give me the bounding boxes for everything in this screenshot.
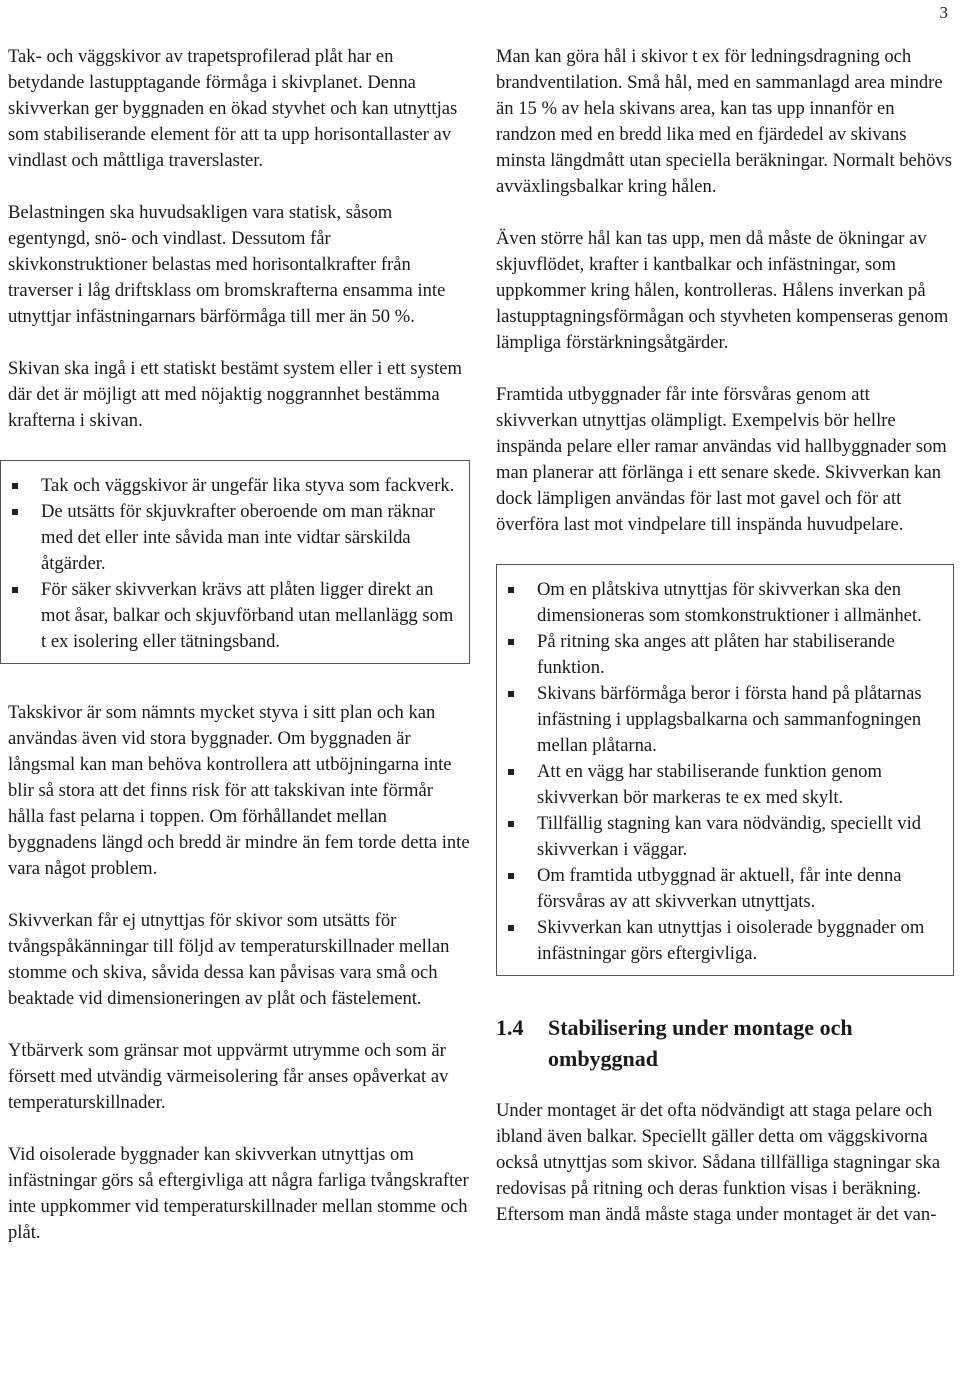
info-box xyxy=(496,564,954,976)
paragraph: Skivverkan får ej utnyttjas för skivor som utsätts för tvångspåkänningar till följd av temperaturskillnader mellan stomme och skiva, såvida dessa kan påvisas vara små och beaktade vid dimensioneringen av plåt och fästelement. xyxy=(8,910,450,1009)
bullet-item: Tak och väggskivor är ungefär lika styva som fackverk. xyxy=(9,473,461,499)
paragraph: Man kan göra hål i skivor t ex för ledningsdragning och brandventilation. Små hål, med en sammanlagd area mindre än 15 % av hela skivans area, kan tas upp innanför en randzon med en bredd lika med en fjärdedel av skivans minsta längdmått utan speciella beräkningar. Normalt behövs avväxlingsbalkar kring hålen. xyxy=(496,46,952,197)
bullet-item: Skivans bärförmåga beror i första hand på plåtarnas infästning i upplagsbalkarna och sammanfogningen mellan plåtarna. xyxy=(505,681,945,759)
paragraph: Vid oisolerade byggnader kan skivverkan utnyttjas om infästningar görs så eftergivliga att några farliga tvångskrafter inte uppkommer vid temperaturskillnader mellan stomme och plåt. xyxy=(8,1144,469,1243)
section-number: 1.4 xyxy=(496,1015,524,1040)
left-column xyxy=(8,44,470,1272)
paragraph: Takskivor är som nämnts mycket styva i sitt plan och kan användas även vid stora byggnader. Om byggnaden är långsmal kan man behöva kontrollera att utböjningarna inte blir så stora att det finns risk för att takskivan inte förmår hålla fast pelarna i toppen. Om förhållandet mellan byggnadens längd och bredd är mindre än fem torde detta inte vara något problem. xyxy=(8,702,470,879)
bullet-item: På ritning ska anges att plåten har stabiliserande funktion. xyxy=(505,629,945,681)
bullet-item: Om framtida utbyggnad är aktuell, får inte denna försvåras av att skivverkan utnyttjats. xyxy=(505,863,945,915)
paragraph: Skivan ska ingå i ett statiskt bestämt system eller i ett system där det är möjligt att med nöjaktig noggrannhet bestämma krafterna i skivan. xyxy=(8,358,462,431)
section-heading xyxy=(496,1012,954,1074)
paragraph: Under montaget är det ofta nödvändigt att staga pelare och ibland även balkar. Speciellt gäller detta om väggskivorna också utnyttjas som skivor. Sådana tillfälliga stagningar ska redovisas på ritning och deras funktion visas i beräkning. Eftersom man ändå måste staga under montaget är det van- xyxy=(496,1100,941,1225)
paragraph: Ytbärverk som gränsar mot uppvärmt utrymme och som är försett med utvändig värmeisolering får anses opåverkat av temperaturskillnader. xyxy=(8,1040,449,1113)
bullet-item: Att en vägg har stabiliserande funktion genom skivverkan bör markeras te ex med skylt. xyxy=(505,759,945,811)
paragraph: Belastningen ska huvudsakligen vara statisk, såsom egentyngd, snö- och vindlast. Dessutom får skivkonstruktioner belastas med horisontalkrafter från traverser i låg driftsklass om bromskrafterna ensamma inte utnyttjar infästningarnars bärförmåga till mer än 50 %. xyxy=(8,202,446,327)
bullet-item: De utsätts för skjuvkrafter oberoende om man räknar med det eller inte såvida man inte vidtar särskilda åtgärder. xyxy=(9,499,461,577)
bullet-item: För säker skivverkan krävs att plåten ligger direkt an mot åsar, balkar och skjuvförband utan mellanlägg som t ex isolering eller tätningsband. xyxy=(9,577,461,655)
bullet-item: Tillfällig stagning kan vara nödvändig, speciellt vid skivverkan i väggar. xyxy=(505,811,945,863)
section-title: Stabilisering under montage och ombyggnad xyxy=(548,1015,853,1071)
paragraph: Framtida utbyggnader får inte försvåras genom att skivverkan utnyttjas olämpligt. Exempelvis bör hellre inspända pelare eller ramar användas vid hallbyggnader som man planerar att förlänga i ett senare skede. Skivverkan kan dock lämpligen användas för last mot gavel och för att överföra last mot vindpelare till inspända huvudpelare. xyxy=(496,384,947,535)
bullet-item: Skivverkan kan utnyttjas i oisolerade byggnader om infästningar görs eftergivliga. xyxy=(505,915,945,967)
info-box xyxy=(0,460,470,664)
right-column xyxy=(496,44,954,1254)
bullet-item: Om en plåtskiva utnyttjas för skivverkan ska den dimensioneras som stomkonstruktioner i allmänhet. xyxy=(505,577,945,629)
paragraph: Tak- och väggskivor av trapetsprofilerad plåt har en betydande lastupptagande förmåga i skivplanet. Denna skivverkan ger byggnaden en ökad styvhet och kan utnyttjas som stabiliserande element för att ta upp horisontallaster av vindlast och måttliga traverslaster. xyxy=(8,46,458,171)
page-number: 3 xyxy=(939,3,948,22)
paragraph: Även större hål kan tas upp, men då måste de ökningar av skjuvflödet, krafter i kantbalkar och infästningar, som uppkommer kring hålen, kontrolleras. Hålens inverkan på lastupptagningsförmågan och styvheten kompenseras genom lämpliga förstärkningsåtgärder. xyxy=(496,228,949,353)
